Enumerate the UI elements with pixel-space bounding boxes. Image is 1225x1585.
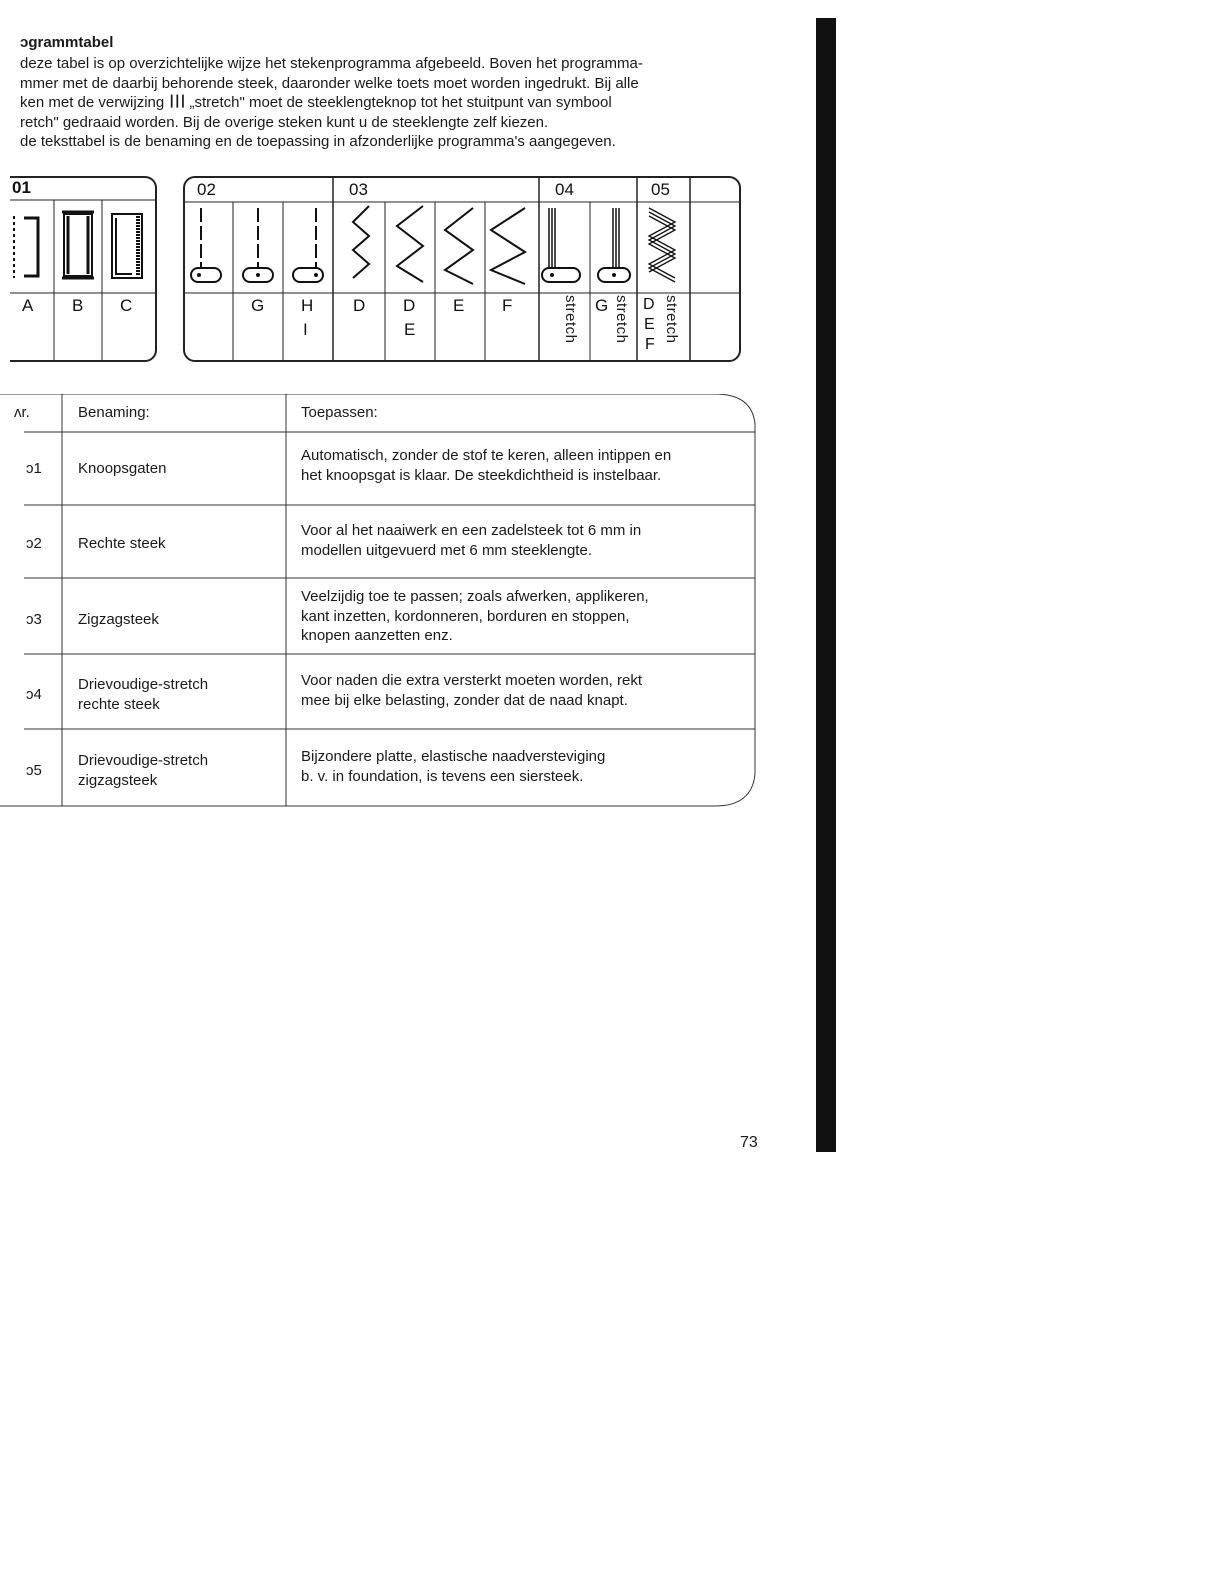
intro-line-part: ken met de verwijzing [20, 94, 165, 111]
table-row-nr: ɔ5 [26, 762, 42, 779]
use-line: knopen aanzetten enz. [301, 627, 453, 644]
key-label: G [251, 296, 265, 315]
program-number: 04 [555, 180, 574, 199]
table-row-use [301, 446, 671, 485]
header-nr: ʌr. [14, 404, 30, 421]
use-line: kant inzetten, kordonneren, borduren en stoppen, [301, 607, 630, 625]
program-box-02-05 [183, 176, 741, 362]
program-number: 05 [651, 180, 670, 199]
table-row-nr: ɔ1 [26, 460, 42, 477]
name-line: zigzagsteek [78, 771, 158, 789]
table-row-use [301, 521, 641, 560]
key-label: D [643, 296, 655, 313]
page-number: 73 [740, 1134, 758, 1151]
stretch-label: stretch [613, 295, 630, 344]
stretch-symbol-icon: ┃┃┃ [168, 96, 186, 108]
use-line: b. v. in foundation, is tevens een siersteek. [301, 767, 584, 785]
key-label: A [22, 296, 34, 315]
key-label: B [72, 296, 84, 315]
header-use: Toepassen: [301, 404, 378, 421]
intro-line: mmer met de daarbij behorende steek, daaronder welke toets moet worden ingedrukt. Bij alle [20, 74, 639, 92]
table-row-use [301, 587, 649, 646]
intro-line: deze tabel is op overzichtelijke wijze het stekenprogramma afgebeeld. Boven het programma- [20, 55, 643, 72]
key-label: F [645, 336, 655, 353]
key-label: G [595, 296, 609, 315]
section-heading: ɔgrammtabel [20, 34, 114, 51]
key-label: C [120, 296, 133, 315]
stitch-pattern-icons [185, 178, 739, 360]
name-line: Drievoudige-stretch [78, 752, 209, 769]
intro-text [20, 54, 780, 152]
program-number: 03 [349, 180, 368, 199]
program-number: 01 [12, 178, 31, 197]
use-line: het knoopsgat is klaar. De steekdichtheid is instelbaar. [301, 466, 662, 484]
table-row-nr: ɔ2 [26, 535, 42, 552]
key-label: E [453, 296, 465, 315]
table-row-name [78, 675, 208, 714]
key-label: F [502, 296, 513, 315]
name-line: Zigzagsteek [78, 611, 159, 628]
use-line: Veelzijdig toe te passen; zoals afwerken, applikeren, [301, 588, 649, 605]
intro-line: de teksttabel is de benaming en de toepassing in afzonderlijke programma's aangegeven. [20, 133, 616, 150]
program-number: 02 [197, 180, 216, 199]
name-line: Drievoudige-stretch [78, 676, 209, 693]
table-row-name [78, 751, 208, 790]
intro-line: retch" gedraaid worden. Bij de overige steken kunt u de steeklengte zelf kiezen. [20, 113, 549, 131]
table-row-nr: ɔ4 [26, 686, 42, 703]
use-line: mee bij elke belasting, zonder dat de naad knapt. [301, 691, 628, 709]
table-row-nr: ɔ3 [26, 611, 42, 628]
table-row-name [78, 534, 166, 554]
name-line: Rechte steek [78, 535, 166, 552]
use-line: Voor naden die extra versterkt moeten worden, rekt [301, 672, 643, 689]
table-row-name [78, 610, 159, 630]
intro-line [20, 93, 780, 113]
program-box-01 [10, 176, 157, 362]
key-label: D [353, 296, 366, 315]
key-label: I [303, 320, 308, 339]
key-label: E [404, 320, 416, 339]
use-line: modellen uitgevuerd met 6 mm steeklengte. [301, 541, 592, 559]
intro-line-part: „stretch" moet de steeklengteknop tot het stuitpunt van symbool [189, 94, 612, 111]
name-line: Knoopsgaten [78, 460, 167, 477]
stretch-label: stretch [663, 295, 680, 344]
buttonhole-stitch-icons [10, 178, 155, 360]
name-line: rechte steek [78, 695, 160, 713]
use-line: Bijzondere platte, elastische naadversteviging [301, 748, 606, 765]
key-label: D [403, 296, 416, 315]
program-table [0, 394, 760, 808]
use-line: Voor al het naaiwerk en een zadelsteek tot 6 mm in [301, 522, 642, 539]
key-label: H [301, 296, 314, 315]
stretch-label: stretch [562, 295, 579, 344]
key-label: E [644, 316, 655, 333]
page-edge-bar [816, 18, 836, 1152]
table-row-use [301, 671, 642, 710]
table-row-name [78, 459, 166, 479]
table-row-use [301, 747, 605, 786]
use-line: Automatisch, zonder de stof te keren, alleen intippen en [301, 447, 672, 464]
header-name: Benaming: [78, 404, 150, 421]
